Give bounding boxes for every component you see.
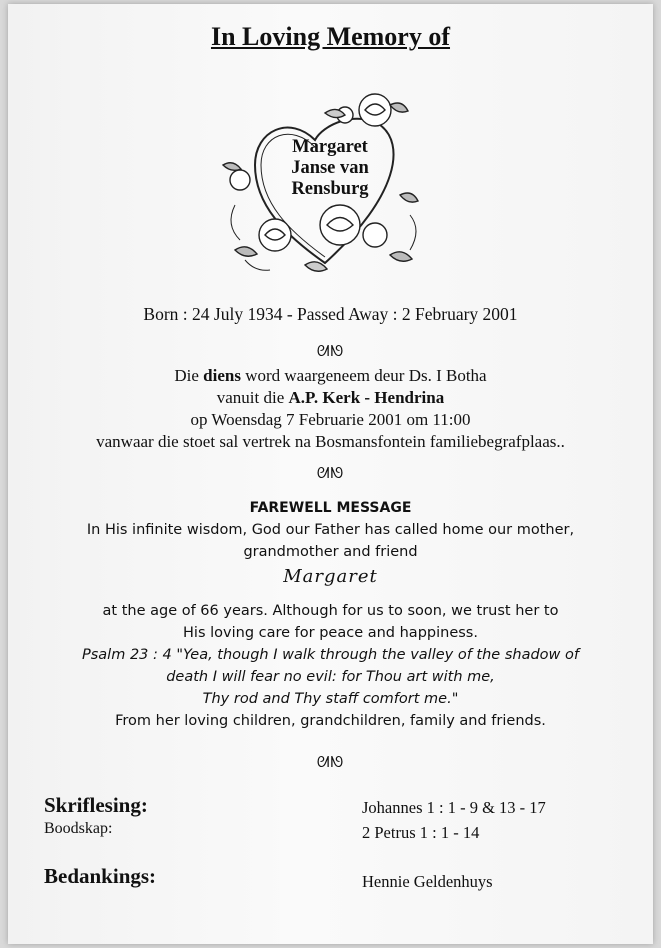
farewell-name: Margaret xyxy=(283,566,378,587)
ornament-divider-1: ᘛᘚ xyxy=(316,342,345,360)
name-line-1: Margaret xyxy=(292,137,368,157)
name-line-2: Janse van xyxy=(291,158,369,178)
heart-rose-illustration xyxy=(215,85,435,280)
service-line-3: op Woensdag 7 Februarie 2001 om 11:00 xyxy=(190,410,471,429)
bedankings-label: Bedankings: xyxy=(44,864,157,888)
service-text: vanuit die xyxy=(216,388,289,407)
birth-death-dates: Born : 24 July 1934 - Passed Away : 2 February 2001 xyxy=(143,304,518,324)
ornament-divider-3: ᘛᘚ xyxy=(316,753,345,771)
page-title: In Loving Memory of xyxy=(210,22,451,51)
farewell-line-1: In His infinite wisdom, God our Father has called home our mother, xyxy=(86,522,575,538)
farewell-line-4: His loving care for peace and happiness. xyxy=(183,625,478,641)
service-bold: diens xyxy=(203,366,241,385)
heart-name xyxy=(275,137,385,200)
service-line-1 xyxy=(0,366,661,386)
psalm-line-3: Thy rod and Thy staff comfort me." xyxy=(202,691,459,707)
church-name: A.P. Kerk - Hendrina xyxy=(288,388,445,407)
boodskap-value: 2 Petrus 1 : 1 - 14 xyxy=(362,823,480,842)
farewell-heading: FAREWELL MESSAGE xyxy=(249,500,412,516)
skriflesing-value: Johannes 1 : 1 - 9 & 13 - 17 xyxy=(362,798,546,817)
farewell-line-3: at the age of 66 years. Although for us to soon, we trust her to xyxy=(102,603,559,619)
service-text: word waargeneem deur Ds. I Botha xyxy=(240,366,487,385)
boodskap-label: Boodskap: xyxy=(44,820,113,837)
bedankings-value: Hennie Geldenhuys xyxy=(362,872,493,891)
service-text: Die xyxy=(174,366,204,385)
service-line-2 xyxy=(0,388,661,408)
psalm-line-2: death I will fear no evil: for Thou art with me, xyxy=(166,669,495,685)
psalm-line-1: Psalm 23 : 4 "Yea, though I walk through the valley of the shadow of xyxy=(82,647,579,663)
farewell-line-5: From her loving children, grandchildren, family and friends. xyxy=(115,713,546,729)
ornament-divider-2: ᘛᘚ xyxy=(316,464,345,482)
service-line-4: vanwaar die stoet sal vertrek na Bosmansfontein familiebegrafplaas.. xyxy=(96,432,565,451)
skriflesing-label: Skriflesing: xyxy=(44,793,148,817)
farewell-line-2: grandmother and friend xyxy=(243,544,418,560)
name-line-3: Rensburg xyxy=(291,179,369,199)
